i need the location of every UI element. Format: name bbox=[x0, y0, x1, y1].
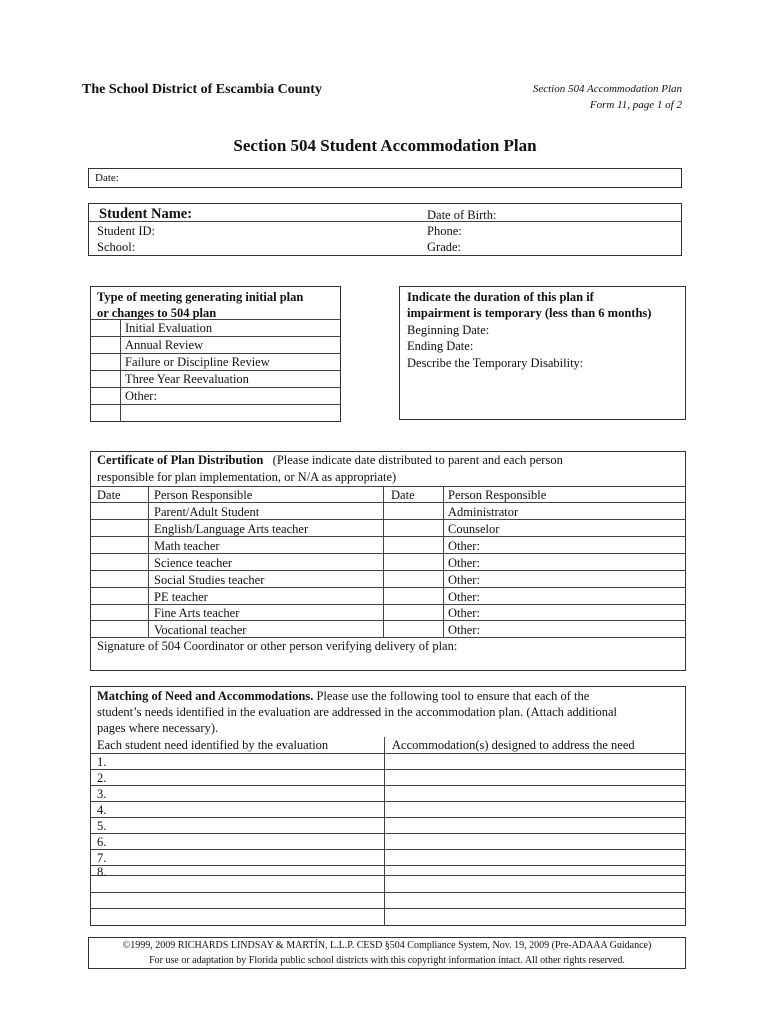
duration-heading-1: Indicate the duration of this plan if bbox=[407, 290, 594, 304]
matching-heading-2: student’s needs identified in the evaluation are addressed in the accommodation plan. (Attach additional bbox=[97, 705, 617, 719]
divider bbox=[90, 801, 686, 802]
duration-heading-2: impairment is temporary (less than 6 months) bbox=[407, 306, 652, 320]
copyright-line1: ©1999, 2009 RICHARDS LINDSAY & MARTÍN, L.L.P. CESD §504 Compliance System, Nov. 19, 2009 (Pre-ADAAA Guidance) bbox=[122, 940, 652, 951]
recipient-left: Fine Arts teacher bbox=[154, 606, 240, 620]
signature-label: Signature of 504 Coordinator or other person verifying delivery of plan: bbox=[97, 639, 458, 653]
divider bbox=[90, 553, 686, 554]
copyright-line2: For use or adaptation by Florida public school districts with this copyright information intact. All other rights reserved. bbox=[149, 955, 625, 966]
date-field[interactable] bbox=[88, 168, 682, 188]
recipient-left: Math teacher bbox=[154, 539, 220, 553]
col-need: Each student need identified by the evaluation bbox=[97, 738, 329, 752]
divider bbox=[90, 519, 686, 520]
recipient-right: Administrator bbox=[448, 505, 519, 519]
divider bbox=[443, 486, 444, 637]
need-row-number: 2. bbox=[97, 771, 107, 785]
need-row-number: 4. bbox=[97, 803, 107, 817]
divider bbox=[90, 769, 686, 770]
matching-heading-bold: Matching of Need and Accommodations. bbox=[97, 689, 314, 703]
divider bbox=[90, 753, 686, 754]
col-date-left: Date bbox=[97, 488, 121, 502]
describe-disability-label: Describe the Temporary Disability: bbox=[407, 356, 584, 370]
recipient-left: English/Language Arts teacher bbox=[154, 522, 309, 536]
divider bbox=[90, 620, 686, 621]
divider bbox=[384, 737, 385, 926]
meeting-option: Other: bbox=[125, 389, 157, 403]
matching-heading-1 bbox=[97, 690, 589, 703]
form-id-line1: Section 504 Accommodation Plan bbox=[532, 83, 682, 95]
divider bbox=[90, 353, 341, 354]
distribution-heading-2: responsible for plan implementation, or N/A as appropriate) bbox=[97, 470, 397, 484]
divider bbox=[90, 892, 686, 893]
col-person-left: Person Responsible bbox=[154, 488, 253, 502]
need-row-number: 5. bbox=[97, 819, 107, 833]
ending-date-label: Ending Date: bbox=[407, 339, 474, 353]
form-id-line2: Form 11, page 1 of 2 bbox=[589, 99, 682, 111]
phone-label: Phone: bbox=[427, 224, 462, 238]
divider bbox=[90, 536, 686, 537]
divider bbox=[90, 637, 686, 638]
divider bbox=[90, 570, 686, 571]
divider bbox=[383, 486, 384, 637]
date-label: Date: bbox=[95, 172, 119, 184]
divider bbox=[90, 319, 341, 320]
divider bbox=[90, 865, 686, 866]
distribution-heading-bold: Certificate of Plan Distribution bbox=[97, 453, 264, 467]
recipient-right: Other: bbox=[448, 539, 480, 553]
meeting-heading-2: or changes to 504 plan bbox=[97, 306, 217, 320]
checkbox-three-year[interactable] bbox=[91, 371, 120, 387]
meeting-option: Annual Review bbox=[125, 338, 204, 352]
need-row-number: 1. bbox=[97, 755, 107, 769]
divider bbox=[90, 404, 341, 405]
copyright-box bbox=[88, 937, 686, 969]
matching-heading-3: pages where necessary). bbox=[97, 721, 219, 735]
divider bbox=[90, 486, 686, 487]
divider bbox=[90, 817, 686, 818]
divider bbox=[90, 387, 341, 388]
recipient-right: Counselor bbox=[448, 522, 500, 536]
page-title: Section 504 Student Accommodation Plan bbox=[233, 136, 537, 155]
meeting-option: Initial Evaluation bbox=[125, 321, 213, 335]
divider bbox=[90, 908, 686, 909]
divider bbox=[90, 336, 341, 337]
need-row-number: 3. bbox=[97, 787, 107, 801]
divider bbox=[90, 833, 686, 834]
student-name-label: Student Name: bbox=[99, 206, 193, 222]
divider bbox=[90, 849, 686, 850]
recipient-right: Other: bbox=[448, 590, 480, 604]
signature-field[interactable] bbox=[92, 655, 684, 669]
col-person-right: Person Responsible bbox=[448, 488, 547, 502]
meeting-option: Three Year Reevaluation bbox=[125, 372, 249, 386]
divider bbox=[90, 587, 686, 588]
checkbox-failure-discipline[interactable] bbox=[91, 354, 120, 370]
checkbox-initial-evaluation[interactable] bbox=[91, 320, 120, 336]
beginning-date-label: Beginning Date: bbox=[407, 323, 490, 337]
need-row-number: 8. bbox=[97, 865, 107, 879]
distribution-heading-1 bbox=[97, 454, 563, 467]
recipient-right: Other: bbox=[448, 623, 480, 637]
need-row-number: 7. bbox=[97, 851, 107, 865]
divider bbox=[90, 875, 686, 876]
recipient-left: Science teacher bbox=[154, 556, 233, 570]
checkbox-annual-review[interactable] bbox=[91, 337, 120, 353]
divider bbox=[148, 486, 149, 637]
meeting-option: Failure or Discipline Review bbox=[125, 355, 270, 369]
need-row-number: 6. bbox=[97, 835, 107, 849]
recipient-left: Parent/Adult Student bbox=[154, 505, 260, 519]
duration-box bbox=[399, 286, 686, 420]
meeting-heading-1: Type of meeting generating initial plan bbox=[97, 290, 304, 304]
divider bbox=[88, 221, 682, 222]
matching-heading-rest: Please use the following tool to ensure that each of the bbox=[316, 689, 590, 703]
recipient-right: Other: bbox=[448, 606, 480, 620]
recipient-left: Social Studies teacher bbox=[154, 573, 265, 587]
divider bbox=[90, 604, 686, 605]
student-id-label: Student ID: bbox=[97, 224, 155, 238]
col-date-right: Date bbox=[391, 488, 415, 502]
grade-label: Grade: bbox=[427, 240, 462, 254]
student-info-box bbox=[88, 203, 682, 256]
divider bbox=[90, 370, 341, 371]
district-name: The School District of Escambia County bbox=[82, 82, 322, 97]
col-accommodation: Accommodation(s) designed to address the need bbox=[392, 738, 635, 752]
recipient-left: PE teacher bbox=[154, 590, 208, 604]
recipient-right: Other: bbox=[448, 556, 480, 570]
recipient-left: Vocational teacher bbox=[154, 623, 247, 637]
divider bbox=[90, 502, 686, 503]
checkbox-other[interactable] bbox=[91, 388, 120, 404]
school-label: School: bbox=[97, 240, 136, 254]
divider bbox=[90, 785, 686, 786]
distribution-heading-rest: (Please indicate date distributed to parent and each person bbox=[272, 453, 563, 467]
recipient-right: Other: bbox=[448, 573, 480, 587]
dob-label: Date of Birth: bbox=[427, 208, 497, 222]
